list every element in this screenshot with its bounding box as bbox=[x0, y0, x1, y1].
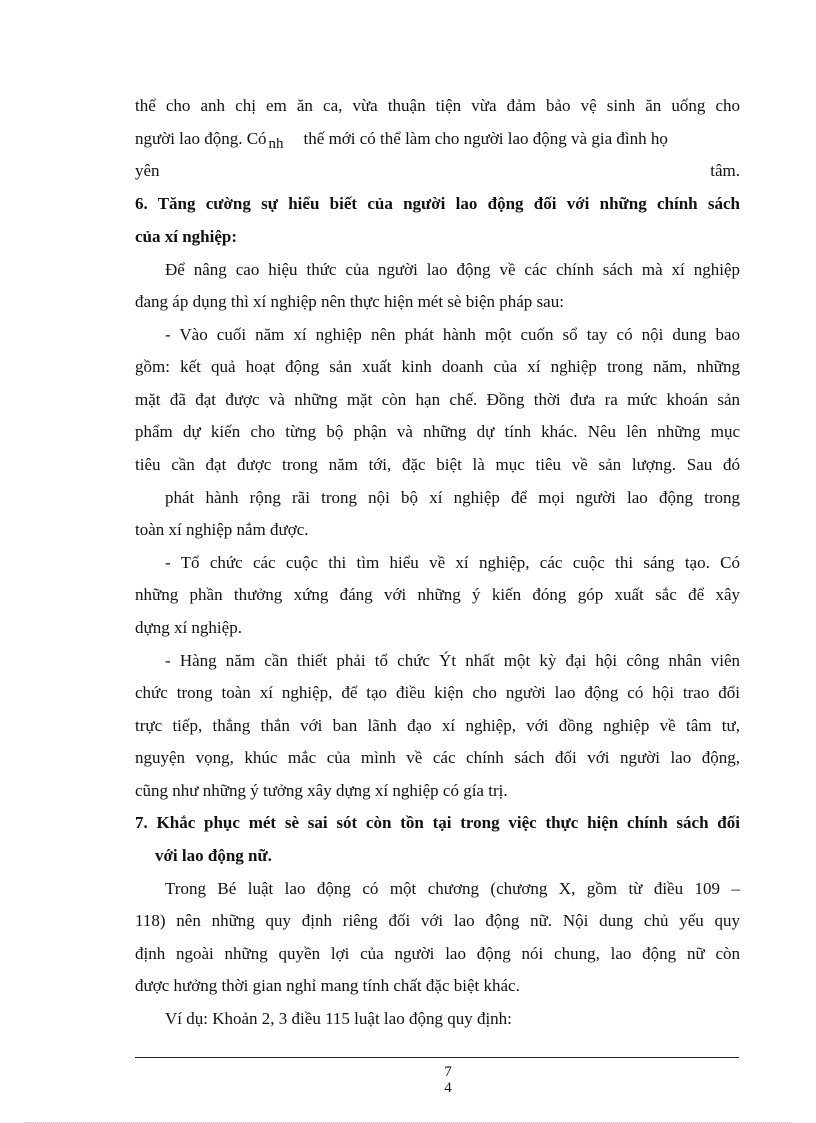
bullet-line: - Vào cuối năm xí nghiệp nên phát hành một cuốn sổ tay có nội dung bao bbox=[165, 325, 740, 344]
bullet-line: trực tiếp, thẳng thắn với ban lãnh đạo xí nghiệp, với đồng nghiệp về tâm tư, bbox=[135, 716, 740, 735]
footer-rule bbox=[135, 1057, 739, 1058]
section-heading-6-cont: của xí nghiệp: bbox=[135, 227, 238, 246]
bullet-line: - Tổ chức các cuộc thi tìm hiểu về xí nghiệp, các cuộc thi sáng tạo. Có bbox=[165, 553, 740, 572]
bullet-line: - Hàng năm cần thiết phải tổ chức Ýt nhất một kỳ đại hội công nhân viên bbox=[165, 651, 740, 670]
paragraph-line: Trong Bé luật lao động có một chương (chương X, gồm từ điều 109 – bbox=[165, 879, 740, 898]
paragraph-line: Ví dụ: Khoản 2, 3 điều 115 luật lao động quy định: bbox=[165, 1009, 512, 1028]
paragraph-line: được hưởng thời gian nghỉ mang tính chất đặc biệt khác. bbox=[135, 976, 520, 995]
bullet-line: những phần thưởng xứng đáng với những ý kiến đóng góp xuất sắc để xây bbox=[135, 585, 740, 604]
text-fragment: tâm. bbox=[710, 161, 740, 180]
section-heading-6: 6. Tăng cường sự hiểu biết của người lao động đối với những chính sách bbox=[135, 194, 740, 213]
paragraph-line: định ngoài những quyền lợi của người lao động nói chung, lao động nữ còn bbox=[135, 944, 740, 963]
paragraph-line: thể cho anh chị em ăn ca, vừa thuận tiện vừa đảm bảo vệ sinh ăn uống cho bbox=[135, 96, 740, 115]
bullet-line: toàn xí nghiệp nắm được. bbox=[135, 520, 309, 539]
text-fragment: người lao động. Có bbox=[135, 129, 267, 148]
bullet-line: phẩm dự kiến cho từng bộ phận và những dự tính khác. Nêu lên những mục bbox=[135, 422, 740, 441]
paragraph-line bbox=[135, 128, 740, 151]
bullet-line: cũng như những ý tưởng xây dựng xí nghiệp có gía trị. bbox=[135, 781, 508, 800]
paragraph-line: 118) nên những quy định riêng đối với lao động nữ. Nội dung chủ yếu quy bbox=[135, 911, 740, 930]
bullet-line: chức trong toàn xí nghiệp, để tạo điều kiện cho người lao động có hội trao đổi bbox=[135, 683, 740, 702]
bullet-line: gồm: kết quả hoạt động sản xuất kinh doanh của xí nghiệp trong năm, những bbox=[135, 357, 740, 376]
subscript-fragment: nh bbox=[268, 136, 284, 152]
paragraph-line: đang áp dụng thì xí nghiệp nên thực hiện mét sè biện pháp sau: bbox=[135, 292, 564, 311]
section-heading-7: 7. Khắc phục mét sè sai sót còn tồn tại trong việc thực hiện chính sách đối bbox=[135, 813, 740, 832]
paragraph-line bbox=[135, 160, 740, 182]
paragraph-line: Để nâng cao hiệu thức của người lao động về các chính sách mà xí nghiệp bbox=[165, 260, 740, 279]
bullet-line: nguyện vọng, khúc mắc của mình về các chính sách đối với người lao động, bbox=[135, 748, 740, 767]
bullet-line: phát hành rộng rãi trong nội bộ xí nghiệp để mọi người lao động trong bbox=[165, 488, 740, 507]
bullet-line: mặt đã đạt được và những mặt còn hạn chế. Đồng thời đưa ra mức khoán sản bbox=[135, 390, 740, 409]
page-number-bottom: 4 bbox=[444, 1080, 452, 1096]
bullet-line: dựng xí nghiệp. bbox=[135, 618, 242, 637]
bullet-line: tiêu cần đạt được trong năm tới, đặc biệt là mục tiêu về sản lượng. Sau đó bbox=[135, 455, 740, 474]
section-heading-7-cont: với lao động nữ. bbox=[155, 846, 272, 865]
text-fragment: thế mới có thể làm cho người lao động và gia đình họ bbox=[303, 129, 668, 148]
text-fragment: yên bbox=[135, 161, 160, 180]
page-number-top: 7 bbox=[444, 1064, 452, 1080]
